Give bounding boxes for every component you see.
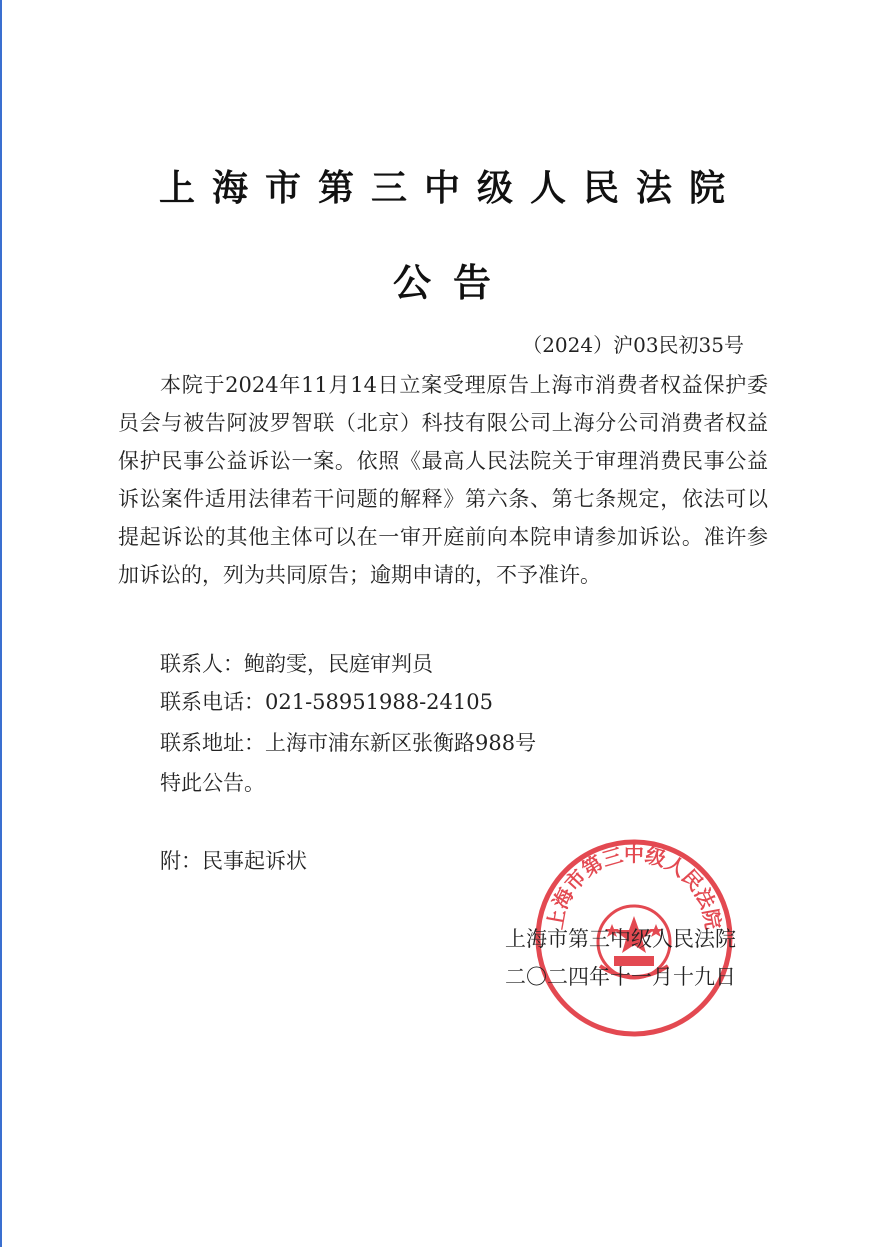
signature-block [505,920,736,996]
announcement-body: 本院于2024年11月14日立案受理原告上海市消费者权益保护委员会与被告阿波罗智联（北京）科技有限公司上海分公司消费者权益保护民事公益诉讼一案。依照《最高人民法院关于审理消费民事公益诉讼案件适用法律若干问题的解释》第六条、第七条规定，依法可以提起诉讼的其他主体可以在一审开庭前向本院申请参加诉讼。准许参加诉讼的，列为共同原告；逾期申请的，不予准许。 [118,373,768,587]
document-title: 公告 [392,261,513,305]
contact-address: 联系地址：上海市浦东新区张衡路988号 [160,731,537,755]
contact-phone: 联系电话：021-58951988-24105 [160,690,493,714]
issuing-court: 上海市第三中级人民法院 [505,927,736,951]
contact-person: 联系人：鲍韵雯，民庭审判员 [160,652,433,676]
attachment-note: 附：民事起诉状 [160,849,307,873]
closing-statement: 特此公告。 [160,771,265,795]
case-number: （2024）沪03民初35号 [522,333,744,357]
court-name-heading: 上海市第三中级人民法院 [158,168,742,209]
issue-date: 二〇二四年十一月十九日 [505,965,736,989]
seal-text-path: 上海市第三中级人民法院 [542,842,726,932]
